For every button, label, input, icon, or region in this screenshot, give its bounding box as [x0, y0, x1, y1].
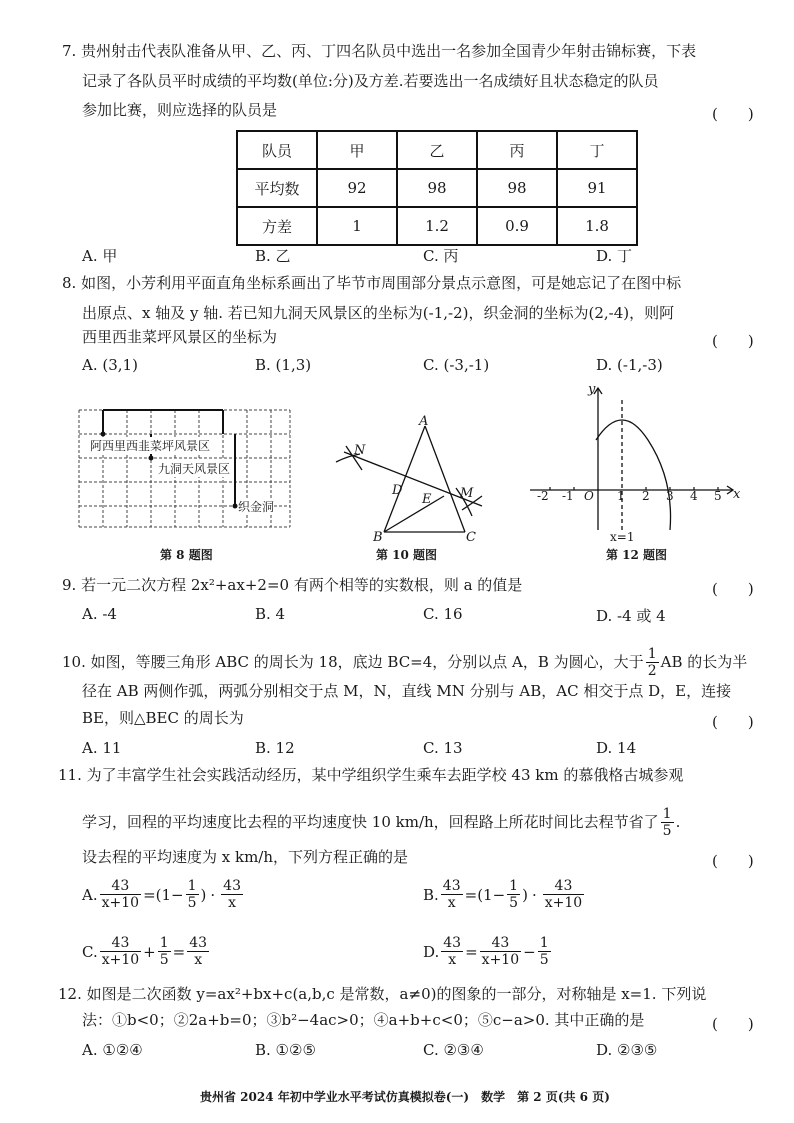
q10-option-d: D. 14 — [596, 739, 637, 757]
fig8-label-jiudongtian: 九洞天风景区 — [158, 462, 231, 476]
q12-option-d: D. ②③⑤ — [596, 1041, 658, 1059]
fig12-tick-4: 4 — [690, 489, 698, 503]
table-header: 甲 — [317, 131, 397, 169]
fig12-caption: 第 12 题图 — [606, 548, 668, 562]
fraction — [543, 878, 584, 911]
q8-answer-paren: ( ) — [712, 332, 754, 350]
scenic-point-2 — [149, 456, 154, 461]
option-label: A. — [82, 885, 98, 904]
q11-line1: 11. 为了丰富学生社会实践活动经历，某中学组织学生乘车去距学校 43 km 的慕俄格古城参观 — [58, 766, 684, 784]
plus-sign: + — [143, 942, 156, 961]
fraction-denominator: x — [448, 952, 457, 969]
q11-option-c — [82, 935, 211, 968]
table-cell: 91 — [557, 169, 637, 207]
fraction-denominator: 5 — [662, 823, 672, 840]
fraction-denominator: 5 — [539, 952, 549, 969]
q10-line1 — [62, 646, 747, 679]
fraction-numerator: 43 — [443, 935, 462, 951]
fig8-label-zhijindong: 织金洞 — [238, 500, 275, 514]
option-label: D. — [423, 942, 440, 961]
option-label: C. — [82, 942, 98, 961]
table-row — [237, 207, 637, 245]
fraction-denominator: 5 — [159, 952, 169, 969]
q8-option-c: C. (-3,-1) — [423, 356, 490, 374]
q9-answer-paren: ( ) — [712, 580, 754, 598]
fraction-numerator: 1 — [647, 646, 657, 662]
q12-option-a: A. ①②④ — [82, 1041, 143, 1059]
q10-option-a: A. 11 — [82, 739, 122, 757]
table-header: 丁 — [557, 131, 637, 169]
fraction — [441, 878, 463, 911]
q8-line1: 8. 如图，小芳利用平面直角坐标系画出了毕节市周围部分景点示意图，可是她忘记了在图中标 — [62, 274, 682, 292]
q10-line2: 径在 AB 两侧作弧，两弧分别相交于点 M，N，直线 MN 分别与 AB，AC 相交于点 D，E，连接 — [82, 682, 732, 700]
fraction-denominator: x+10 — [481, 952, 520, 969]
fraction — [186, 878, 199, 911]
fig8-label-jiucaiping: 阿西里西韭菜坪风景区 — [90, 439, 211, 453]
table-header: 丙 — [477, 131, 557, 169]
fig12-tick-1: 1 — [617, 489, 625, 503]
q7-option-b: B. 乙 — [255, 247, 291, 265]
fraction — [480, 935, 521, 968]
fraction-denominator: x — [194, 952, 203, 969]
fig10-label-d: D — [392, 483, 403, 498]
fig12-tick-minus1: -1 — [562, 489, 574, 503]
fraction — [187, 935, 209, 968]
q10-option-b: B. 12 — [255, 739, 295, 757]
fig12-tick-3: 3 — [666, 489, 674, 503]
table-row — [237, 169, 637, 207]
fraction-numerator: 43 — [543, 878, 584, 895]
fraction-numerator: 1 — [539, 935, 549, 951]
q11-line2 — [82, 806, 680, 839]
q11-line3: 设去程的平均速度为 x km/h，下列方程正确的是 — [82, 848, 409, 866]
q9-option-c: C. 16 — [423, 605, 463, 623]
fraction-numerator: 43 — [480, 935, 521, 952]
q7-score-table — [236, 130, 638, 246]
table-cell: 92 — [317, 169, 397, 207]
multiply-dot: · — [531, 885, 537, 904]
fig12-tick-5: 5 — [714, 489, 722, 503]
minus-sign: − — [523, 942, 536, 961]
fig12-origin: O — [584, 489, 594, 503]
q9-option-a: A. -4 — [82, 605, 117, 623]
q12-option-c: C. ②③④ — [423, 1041, 484, 1059]
equals-sign: = — [465, 942, 478, 961]
q10-line3: BE，则△BEC 的周长为 — [82, 709, 244, 727]
fraction — [100, 935, 141, 968]
equals-sign: = — [172, 942, 186, 961]
fig8-caption: 第 8 题图 — [160, 548, 213, 562]
fraction — [507, 878, 520, 911]
equals-sign: = — [143, 885, 156, 904]
table-cell: 98 — [397, 169, 477, 207]
fraction-denominator: 2 — [647, 663, 657, 680]
fig12-y-label: y — [588, 382, 596, 397]
q7-option-c: C. 丙 — [423, 247, 459, 265]
fig12-symmetry-label: x=1 — [610, 530, 635, 544]
fraction-denominator: 5 — [509, 895, 519, 912]
fraction — [441, 935, 463, 968]
fraction — [538, 935, 551, 968]
q7-line3: 参加比赛，则应选择的队员是 — [82, 101, 278, 119]
multiply-dot: · — [210, 885, 216, 904]
fraction-numerator: 1 — [509, 878, 519, 894]
q7-answer-paren: ( ) — [712, 105, 754, 123]
q12-line2: 法：①b<0；②2a+b=0；③b²−4ac>0；④a+b+c<0；⑤c−a>0. 其中正确的是 — [82, 1011, 645, 1029]
fig12-tick-2: 2 — [642, 489, 650, 503]
fraction-numerator: 43 — [189, 935, 208, 951]
fraction-numerator: 43 — [223, 878, 241, 894]
table-cell: 平均数 — [237, 169, 317, 207]
expression-part: (1− — [155, 885, 184, 904]
fraction-numerator: 43 — [442, 878, 461, 894]
q10-option-c: C. 13 — [423, 739, 463, 757]
q7-line2: 记录了各队员平时成绩的平均数(单位:分)及方差.若要选出一名成绩好且状态稳定的队员 — [82, 72, 659, 90]
fig12-tick-minus2: -2 — [537, 489, 549, 503]
table-header: 乙 — [397, 131, 477, 169]
fig10-label-a: A — [419, 414, 429, 429]
q10-line1-end: AB 的长为半 — [660, 653, 748, 672]
fraction-denominator: x — [228, 895, 237, 912]
figure-10-triangle — [332, 410, 492, 545]
fraction — [158, 935, 171, 968]
fig10-label-c: C — [466, 530, 476, 545]
q8-option-b: B. (1,3) — [255, 356, 312, 374]
expression-part: (1− — [477, 885, 506, 904]
q10-fraction-half — [646, 646, 659, 679]
fraction — [221, 878, 243, 911]
table-cell: 98 — [477, 169, 557, 207]
q7-option-d: D. 丁 — [596, 247, 633, 265]
q9-stem: 9. 若一元二次方程 2x²+ax+2=0 有两个相等的实数根，则 a 的值是 — [62, 576, 523, 594]
scenic-point-1 — [101, 432, 106, 437]
q7-option-a: A. 甲 — [82, 247, 118, 265]
page-footer: 贵州省 2024 年初中学业水平考试仿真模拟卷(一) 数学 第 2 页(共 6 页) — [200, 1090, 610, 1104]
fraction-numerator: 1 — [187, 878, 197, 894]
q10-answer-paren: ( ) — [712, 713, 754, 731]
fraction-numerator: 43 — [100, 935, 141, 952]
figure-12-parabola — [528, 380, 748, 540]
fraction-numerator: 1 — [662, 806, 672, 822]
scenic-point-3 — [233, 504, 238, 509]
fraction-numerator: 43 — [100, 878, 141, 895]
q11-option-d — [423, 935, 553, 968]
q8-option-a: A. (3,1) — [82, 356, 138, 374]
q8-line3: 西里西韭菜坪风景区的坐标为 — [82, 328, 278, 346]
q10-line1-start: 10. 如图，等腰三角形 ABC 的周长为 18，底边 BC=4，分别以点 A，B 为圆心，大于 — [62, 653, 644, 672]
fraction-denominator: x+10 — [101, 952, 140, 969]
q8-option-d: D. (-1,-3) — [596, 356, 663, 374]
fig10-label-b: B — [373, 530, 383, 545]
option-label: B. — [423, 885, 439, 904]
fraction-denominator: x+10 — [544, 895, 583, 912]
table-cell: 0.9 — [477, 207, 557, 245]
q9-option-d: D. -4 或 4 — [596, 607, 666, 625]
q11-answer-paren: ( ) — [712, 852, 754, 870]
table-cell: 1.2 — [397, 207, 477, 245]
table-row — [237, 131, 637, 169]
fraction-numerator: 1 — [159, 935, 169, 951]
fig12-x-label: x — [733, 487, 741, 502]
fig10-label-m: M — [460, 486, 474, 501]
fig10-label-n: N — [354, 443, 366, 458]
fraction-denominator: x+10 — [101, 895, 140, 912]
table-cell: 1.8 — [557, 207, 637, 245]
q11-line2-start: 学习，回程的平均速度比去程的平均速度快 10 km/h，回程路上所花时间比去程节省了 — [82, 813, 659, 832]
q12-option-b: B. ①②⑤ — [255, 1041, 316, 1059]
fraction — [100, 878, 141, 911]
fig10-label-e: E — [422, 492, 432, 507]
table-cell: 1 — [317, 207, 397, 245]
table-cell: 方差 — [237, 207, 317, 245]
q11-line2-end: . — [675, 813, 681, 832]
expression-part: ) — [200, 885, 207, 904]
q7-line1: 7. 贵州射击代表队准备从甲、乙、丙、丁四名队员中选出一名参加全国青少年射击锦标赛，下表 — [62, 42, 697, 60]
fraction-denominator: x — [447, 895, 456, 912]
q8-line2: 出原点、x 轴及 y 轴. 若已知九洞天风景区的坐标为(-1,-2)，织金洞的坐标为(2,-4)，则阿 — [82, 304, 675, 322]
q12-line1: 12. 如图是二次函数 y=ax²+bx+c(a,b,c 是常数，a≠0)的图象的一部分，对称轴是 x=1. 下列说 — [58, 985, 707, 1003]
equals-sign: = — [464, 885, 478, 904]
q11-option-b — [423, 878, 586, 911]
fig10-caption: 第 10 题图 — [376, 548, 438, 562]
q9-option-b: B. 4 — [255, 605, 286, 623]
q12-answer-paren: ( ) — [712, 1015, 754, 1033]
expression-part: ) — [522, 885, 528, 904]
q11-fraction-fifth — [661, 806, 674, 839]
q11-option-a — [82, 878, 245, 911]
fraction-denominator: 5 — [187, 895, 197, 912]
table-header: 队员 — [237, 131, 317, 169]
